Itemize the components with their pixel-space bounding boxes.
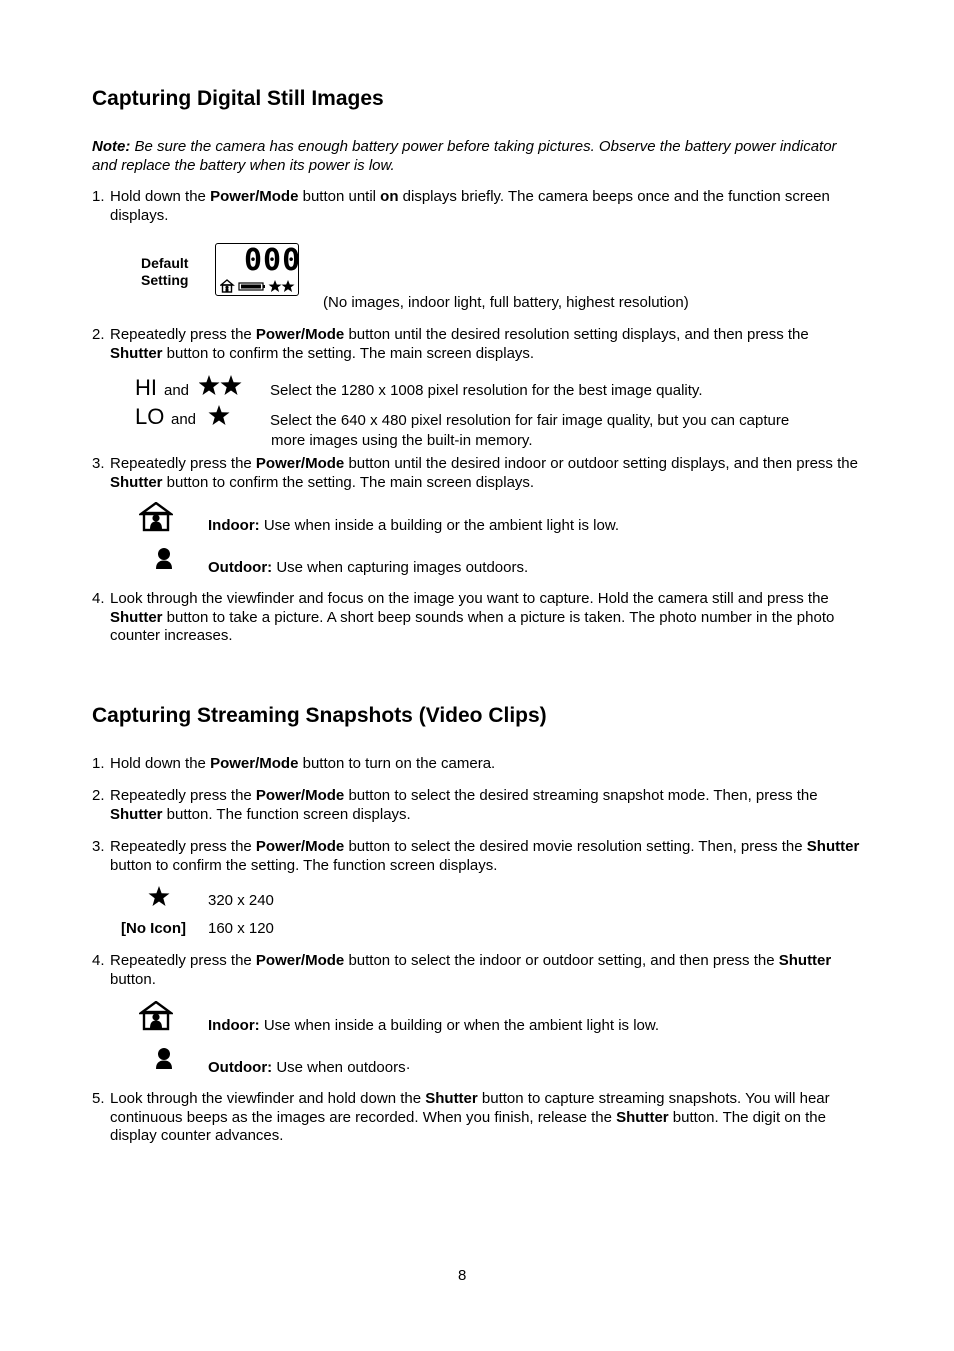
step-text: button. The digit on the display counter advances. xyxy=(110,1108,826,1144)
section-title-streaming: Capturing Streaming Snapshots (Video Clips) xyxy=(92,704,547,727)
lo-description xyxy=(270,411,789,451)
step-bold: Shutter xyxy=(110,344,163,362)
note-label: Note: xyxy=(92,138,131,155)
resolution-160: 160 x 120 xyxy=(208,920,274,937)
outdoor-icon xyxy=(154,547,174,571)
outdoor-label: Outdoor: xyxy=(208,559,273,576)
step-number: 4. xyxy=(92,590,105,607)
battery-icon xyxy=(239,283,265,290)
outdoor-text: Use when outdoors· xyxy=(272,1059,411,1076)
step-text: Repeatedly press the xyxy=(110,952,256,969)
step-bold: Power/Mode xyxy=(210,188,299,205)
step-number: 3. xyxy=(92,838,105,855)
stream-step-4 xyxy=(92,952,862,989)
step-number: 3. xyxy=(92,455,105,472)
page-number: 8 xyxy=(458,1267,467,1284)
star-icon xyxy=(148,886,170,908)
resolution-320: 320 x 240 xyxy=(208,892,274,909)
step-bold: Power/Mode xyxy=(255,787,345,804)
step-text: button. xyxy=(110,970,156,988)
step-number: 1. xyxy=(92,188,105,205)
indoor-label: Indoor: xyxy=(208,1017,260,1034)
step-bold: on xyxy=(380,188,399,205)
step-text: button to confirm the setting. The main screen displays. xyxy=(162,473,535,491)
step-bold: Power/Mode xyxy=(210,755,299,772)
two-star-icon xyxy=(199,375,243,397)
step-text: button until the desired resolution setting displays, and then press the xyxy=(344,326,809,343)
star-icon xyxy=(208,405,230,427)
default-setting-label xyxy=(141,255,188,289)
step-text: button to confirm the setting. The function screen displays. xyxy=(110,856,498,874)
note-paragraph xyxy=(92,138,862,175)
lo-description-line-1: Select the 640 x 480 pixel resolution for fair image quality, but you can capture xyxy=(270,412,790,429)
default-label-line-2: Setting xyxy=(141,272,189,288)
step-bold: Shutter xyxy=(778,952,832,969)
step-text: Hold down the xyxy=(110,188,211,205)
still-step-3 xyxy=(92,455,862,492)
lcd-counter: 000 xyxy=(244,243,302,278)
step-text: button to capture streaming snapshots. You will hear continuous beeps as the images are recorded. When you finish, release the xyxy=(110,1090,830,1126)
default-caption: (No images, indoor light, full battery, highest resolution) xyxy=(323,294,689,311)
step-text: button to confirm the setting. The main screen displays. xyxy=(162,344,535,362)
indoor-icon xyxy=(139,1001,173,1031)
lo-description-line-2: more images using the built-in memory. xyxy=(271,432,533,449)
default-label-line-1: Default xyxy=(141,255,189,271)
step-bold: Power/Mode xyxy=(255,952,345,969)
hi-label: HI xyxy=(135,375,157,400)
lcd-display xyxy=(215,243,302,296)
step-text: Repeatedly press the xyxy=(110,326,256,343)
step-bold: Power/Mode xyxy=(255,838,345,855)
stream-step-2 xyxy=(92,787,862,824)
indoor-text: Use when inside a building or the ambient light is low. xyxy=(259,517,620,534)
step-text: button until the desired indoor or outdoor setting displays, and then press the xyxy=(344,455,858,472)
stream-step-3 xyxy=(92,838,862,875)
step-bold: Shutter xyxy=(425,1090,478,1107)
note-text: Be sure the camera has enough battery power before taking pictures. Observe the battery power indicator and replace the battery when its power is low. xyxy=(92,138,837,174)
step-bold: Shutter xyxy=(110,805,163,823)
step-bold: Shutter xyxy=(110,608,163,626)
step-text: Repeatedly press the xyxy=(110,455,256,472)
step-number: 5. xyxy=(92,1090,105,1107)
step-number: 2. xyxy=(92,787,105,804)
step-bold: Shutter xyxy=(806,838,860,855)
outdoor-label: Outdoor: xyxy=(208,1059,273,1076)
step-bold: Shutter xyxy=(616,1108,669,1126)
step-text: Look through the viewfinder and hold down the xyxy=(110,1090,426,1107)
hi-description: Select the 1280 x 1008 pixel resolution for the best image quality. xyxy=(270,382,703,399)
step-text: button. The function screen displays. xyxy=(162,805,411,823)
still-step-1 xyxy=(92,188,862,225)
step-text: button to take a picture. A short beep sounds when a picture is taken. The photo number in the photo counter increases. xyxy=(110,608,835,644)
step-text: Look through the viewfinder and focus on the image you want to capture. Hold the camera still and press the xyxy=(110,590,829,607)
indoor-text: Use when inside a building or when the ambient light is low. xyxy=(259,1017,660,1034)
step-text: button to select the indoor or outdoor setting, and then press the xyxy=(344,952,779,969)
still-step-4 xyxy=(92,590,862,646)
stream-step-5 xyxy=(92,1090,862,1146)
still-step-2 xyxy=(92,326,862,363)
hi-and: and xyxy=(164,382,190,399)
step-bold: Shutter xyxy=(110,473,163,491)
indoor-row xyxy=(208,1017,659,1034)
step-text: Hold down the xyxy=(110,755,211,772)
step-bold: Power/Mode xyxy=(255,326,345,343)
indoor-icon-small xyxy=(221,280,233,292)
step-text: displays briefly. The camera beeps once and the function screen displays. xyxy=(110,188,830,224)
lo-label: LO xyxy=(135,404,165,429)
step-text: button to select the desired movie resolution setting. Then, press the xyxy=(344,838,807,855)
indoor-row xyxy=(208,517,619,534)
outdoor-icon xyxy=(154,1047,174,1071)
outdoor-row xyxy=(208,1059,411,1076)
step-bold: Power/Mode xyxy=(255,455,345,472)
step-text: Repeatedly press the xyxy=(110,787,256,804)
step-text: button to select the desired streaming snapshot mode. Then, press the xyxy=(344,787,818,804)
step-number: 4. xyxy=(92,952,105,969)
indoor-label: Indoor: xyxy=(208,517,260,534)
stream-step-1 xyxy=(92,755,862,774)
no-icon-label: [No Icon] xyxy=(121,920,186,937)
lcd-status-icons xyxy=(220,279,296,293)
lo-and: and xyxy=(171,411,197,428)
step-text: Repeatedly press the xyxy=(110,838,256,855)
indoor-icon xyxy=(139,502,173,532)
step-number: 2. xyxy=(92,326,105,343)
step-number: 1. xyxy=(92,755,105,772)
outdoor-text: Use when capturing images outdoors. xyxy=(272,559,529,576)
two-star-icon xyxy=(269,280,295,292)
outdoor-row xyxy=(208,559,528,576)
section-title-still-images: Capturing Digital Still Images xyxy=(92,87,384,110)
step-text: button to turn on the camera. xyxy=(298,755,496,772)
step-text: button until xyxy=(298,188,381,205)
